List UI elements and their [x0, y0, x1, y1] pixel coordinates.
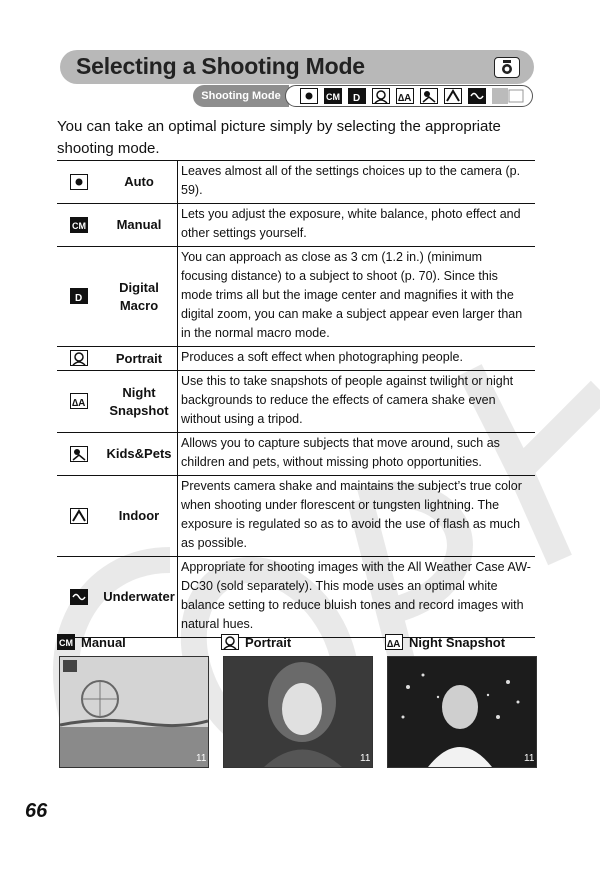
mode-name: Night Snapshot	[101, 371, 178, 433]
page-number: 66	[25, 800, 48, 822]
kids-pets-icon	[420, 88, 438, 104]
sample-label: Portrait	[245, 634, 292, 650]
manual-icon	[324, 88, 342, 104]
svg-text:CM: CM	[59, 638, 73, 648]
shooting-mode-label: Shooting Mode	[193, 85, 289, 107]
mode-name: Auto	[101, 161, 178, 204]
auto-icon	[70, 174, 88, 190]
mode-description: Produces a soft effect when photographing people.	[178, 347, 536, 371]
movie-icon	[492, 88, 524, 104]
manual-icon	[70, 217, 88, 233]
indoor-icon	[70, 508, 88, 524]
table-row	[57, 161, 535, 204]
svg-text:∆A: ∆A	[387, 639, 401, 650]
shooting-mode-icons	[285, 85, 533, 107]
mode-description: Leaves almost all of the settings choices up to the camera (p. 59).	[178, 161, 536, 204]
table-row	[57, 433, 535, 476]
svg-text:CM: CM	[326, 92, 340, 102]
svg-text:∆A: ∆A	[72, 398, 86, 410]
sample-photo-woman	[223, 656, 373, 768]
indoor-icon	[444, 88, 462, 104]
portrait-icon	[372, 88, 390, 104]
table-row	[57, 557, 535, 638]
mode-name: Kids&Pets	[101, 433, 178, 476]
svg-text:∆A: ∆A	[398, 93, 412, 104]
portrait-icon	[221, 634, 239, 650]
page-title: Selecting a Shooting Mode	[76, 53, 365, 79]
mode-description: Appropriate for shooting images with the All Weather Case AW-DC30 (sold separately). This mode uses an optimal white balance setting to reduce bluish tones and record images with natural hues.	[178, 557, 536, 638]
kids-pets-icon	[70, 446, 88, 462]
mode-name: Digital Macro	[101, 247, 178, 347]
digital-macro-icon	[348, 88, 366, 104]
manual-icon	[57, 634, 75, 650]
sample-manual	[57, 632, 207, 764]
table-row	[57, 347, 535, 371]
underwater-icon	[468, 88, 486, 104]
portrait-icon	[70, 350, 88, 366]
mode-description: Prevents camera shake and maintains the subject’s true color when shooting under florescent or tungsten lightning. The exposure is regulated so as to avoid the use of flash as much as possible.	[178, 476, 536, 557]
sample-portrait	[221, 632, 371, 764]
table-row	[57, 476, 535, 557]
camera-icon	[494, 57, 520, 78]
table-row	[57, 247, 535, 347]
sample-label: Night Snapshot	[409, 634, 506, 650]
shooting-mode-table	[57, 160, 535, 638]
title-bar	[60, 50, 534, 84]
underwater-icon	[70, 589, 88, 605]
mode-description: Allows you to capture subjects that move around, such as children and pets, without missing photo opportunities.	[178, 433, 536, 476]
sample-label: Manual	[81, 634, 126, 650]
sample-photo-ferris-wheel	[59, 656, 209, 768]
shooting-mode-strip	[193, 85, 533, 107]
sample-photo-night	[387, 656, 537, 768]
table-row	[57, 204, 535, 247]
mode-name: Portrait	[101, 347, 178, 371]
svg-text:CM: CM	[72, 220, 86, 231]
night-snapshot-icon	[70, 393, 88, 409]
mode-name: Underwater	[101, 557, 178, 638]
shot-count: 11	[360, 753, 371, 764]
svg-text:D: D	[353, 93, 361, 104]
table-row	[57, 371, 535, 433]
night-snapshot-icon	[385, 634, 403, 650]
shot-count: 11	[524, 753, 535, 764]
mode-name: Manual	[101, 204, 178, 247]
mode-description: You can approach as close as 3 cm (1.2 in.) (minimum focusing distance) to a subject to shoot (p. 70). Since this mode trims all but the image center and magnifies it with the digital zoom, you can make a subject appear even larger than in the normal macro mode.	[178, 247, 536, 347]
auto-icon	[300, 88, 318, 104]
svg-text:D: D	[75, 293, 83, 305]
digital-macro-icon	[70, 288, 88, 304]
mode-name: Indoor	[101, 476, 178, 557]
mode-description: Use this to take snapshots of people against twilight or night backgrounds to reduce the effects of camera shake even without using a tripod.	[178, 371, 536, 433]
sample-night-snapshot	[385, 632, 535, 764]
mode-description: Lets you adjust the exposure, white balance, photo effect and other settings yourself.	[178, 204, 536, 247]
night-snapshot-icon	[396, 88, 414, 104]
shot-count: 11	[196, 753, 207, 764]
intro-text: You can take an optimal picture simply by selecting the appropriate shooting mode.	[57, 118, 501, 157]
